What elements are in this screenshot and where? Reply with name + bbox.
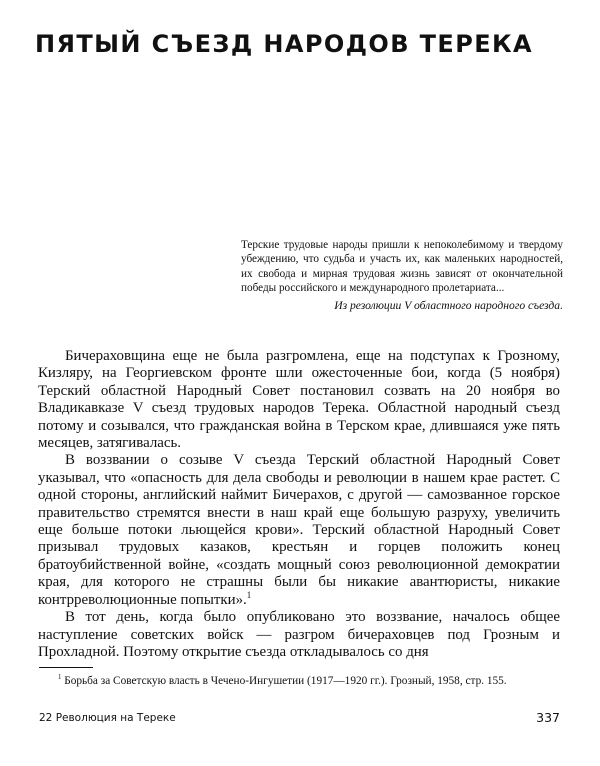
paragraph-1 [38,348,560,452]
paragraph-2 [38,452,560,609]
chapter-title: ПЯТЫЙ СЪЕЗД НАРОДОВ ТЕРЕКА [35,30,534,58]
footnote [38,674,560,689]
epigraph [241,238,563,313]
paragraph-3 [38,609,560,661]
paragraph-3-text: В тот день, когда было опубликовано это воззвание, началось общее наступление советских войск — разгром бичераховцев под Грозным и Прохладной. Поэтому открытие съезда откладывалось со дня [38,609,560,660]
paragraph-1-text: Бичераховщина еще не была разгромлена, еще на подступах к Грозному, Кизляру, на Георгиевском фронте шли ожесточенные бои, когда (5 ноября) Терский областной Народный Совет постановил созвать на 20 ноября во Владикавказе V съезд трудовых народов Терека. Областной народный съезд потому и созывался, что гражданская война в Терском крае, длившаяся уже пять месяцев, затягивалась. [38,348,560,452]
main-text [38,348,560,661]
paragraph-2-text: В воззвании о созыве V съезда Терский областной Народный Совет указывал, что «опасность для дела свободы и революции в нашем крае растет. С одной стороны, английский наймит Бичерахов, с другой — самозванное горское правительство стремятся внести в наш край еще большую разруху, увеличить еще больше потоки льющейся крови». Терский областной Народный Совет призывал трудовых казаков, крестьян и горцев положить конец братоубийственной войне, «создать мощный союз революционной демократии края, для которого не страшны были бы никакие авантюристы, никакие контрреволюционные попытки». [38,452,560,608]
page-number: 337 [536,710,560,725]
epigraph-text: Терские трудовые народы пришли к непоколебимому и твердому убеждению, что судьба и участь их, как маленьких народностей, их свобода и мирная трудовая жизнь зависят от окончательной победы российского и международного пролетариата... [241,239,563,294]
footnote-line [38,674,560,689]
footnote-divider [39,667,93,668]
footnote-reference[interactable]: 1 [246,589,252,600]
footnote-marker: 1 [58,674,62,682]
footnote-text: Борьба за Советскую власть в Чечено-Ингушетии (1917—1920 гг.). Грозный, 1958, стр. 155. [61,675,507,687]
epigraph-source: Из резолюции V областного народного съезда. [334,299,563,313]
running-head: 22 Революция на Тереке [39,712,176,724]
